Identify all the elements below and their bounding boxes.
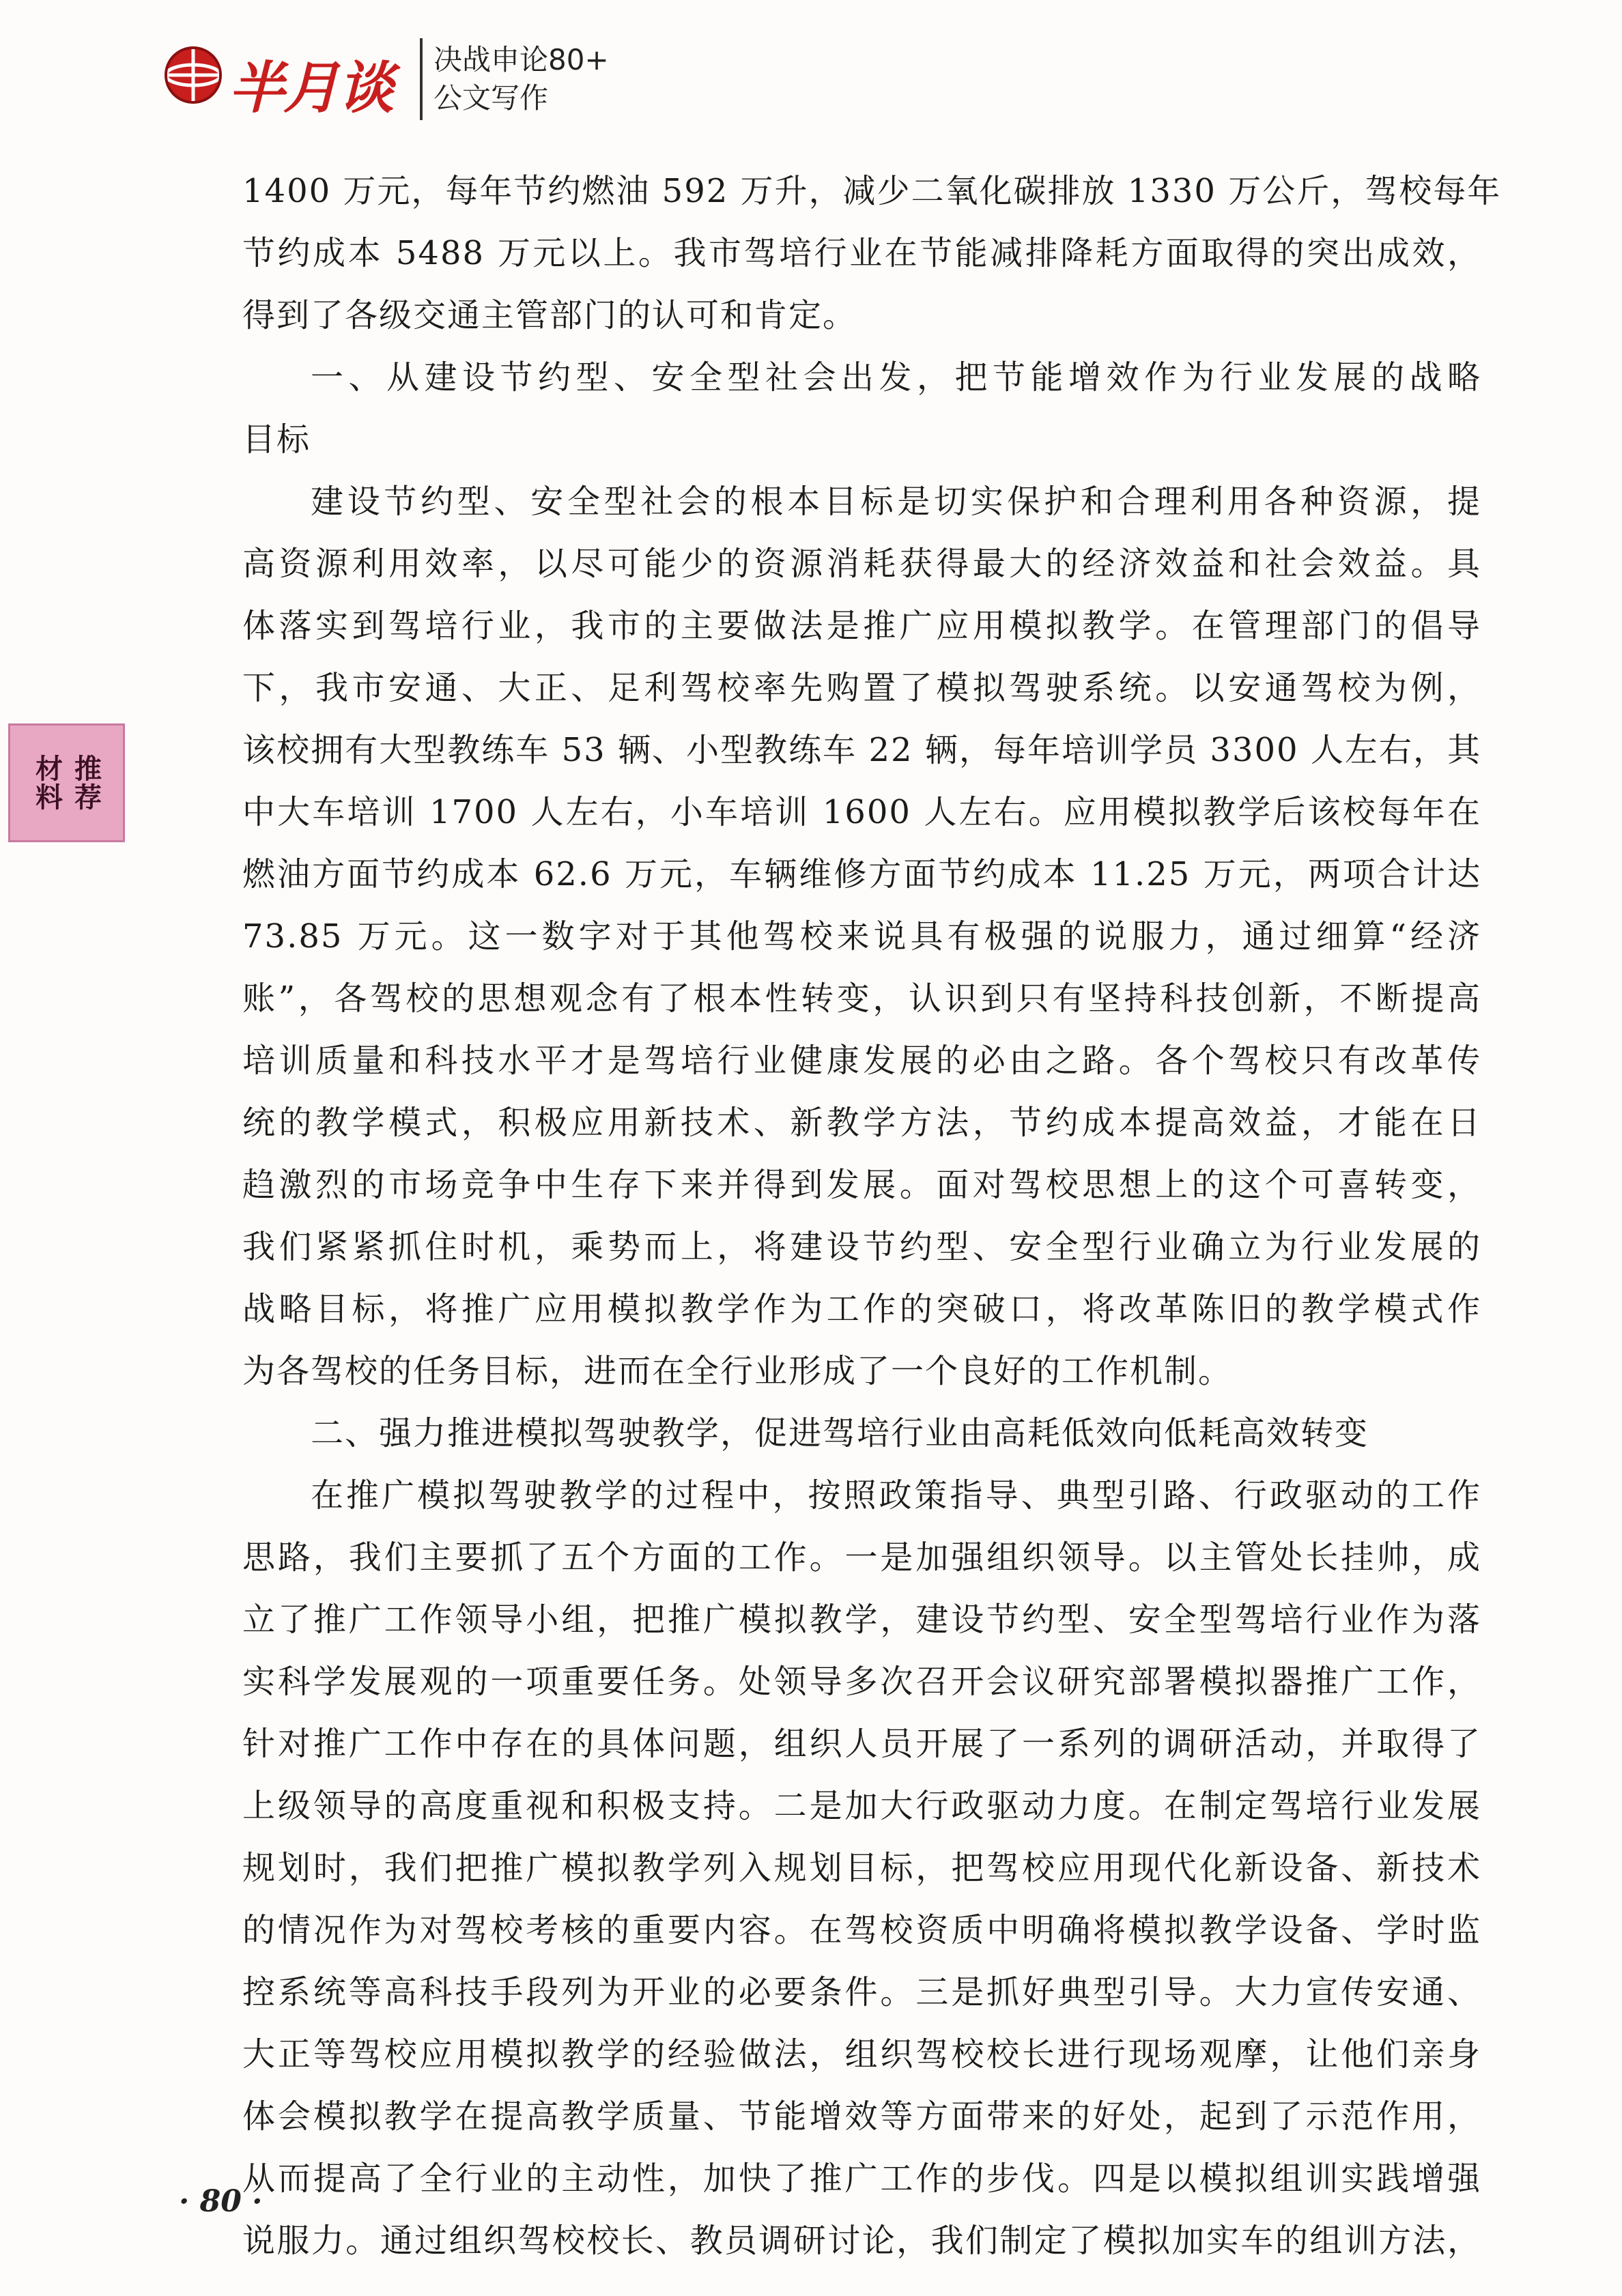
body-line: 培训质量和科技水平才是驾培行业健康发展的必由之路。各个驾校只有改革传 <box>242 1042 1481 1080</box>
body-line: 一、从建设节约型、安全型社会出发，把节能增效作为行业发展的战略 <box>311 358 1481 397</box>
body-line: 立了推广工作领导小组，把推广模拟教学，建设节约型、安全型驾培行业作为落 <box>242 1601 1481 1639</box>
body-line: 节约成本 5488 万元以上。我市驾培行业在节能减排降耗方面取得的突出成效， <box>242 234 1481 272</box>
body-line: 体会模拟教学在提高教学质量、节能增效等方面带来的好处，起到了示范作用， <box>242 2097 1481 2136</box>
body-line: 中大车培训 1700 人左右，小车培训 1600 人左右。应用模拟教学后该校每年在 <box>242 793 1481 831</box>
body-line: 1400 万元，每年节约燃油 592 万升，减少二氧化碳排放 1330 万公斤，驾校每年 <box>242 172 1502 210</box>
body-line: 73.85 万元。这一数字对于其他驾校来说具有极强的说服力，通过细算“经济 <box>242 917 1481 956</box>
body-line: 战略目标，将推广应用模拟教学作为工作的突破口，将改革陈旧的教学模式作 <box>242 1290 1481 1328</box>
body-line: 账”，各驾校的思想观念有了根本性转变，认识到只有坚持科技创新，不断提高 <box>242 979 1481 1018</box>
body-line: 高资源利用效率，以尽可能少的资源消耗获得最大的经济效益和社会效益。具 <box>242 545 1481 583</box>
body-line: 规划时，我们把推广模拟教学列入规划目标，把驾校应用现代化新设备、新技术 <box>242 1849 1481 1887</box>
body-line: 在推广模拟驾驶教学的过程中，按照政策指导、典型引路、行政驱动的工作 <box>311 1476 1481 1515</box>
header-divider <box>420 38 423 120</box>
body-line: 针对推广工作中存在的具体问题，组织人员开展了一系列的调研活动，并取得了 <box>242 1725 1481 1763</box>
body-line: 思路，我们主要抓了五个方面的工作。一是加强组织领导。以主管处长挂帅，成 <box>242 1538 1481 1577</box>
series-title-line1: 决战申论80+ <box>433 43 609 76</box>
body-line: 上级领导的高度重视和积极支持。二是加大行政驱动力度。在制定驾培行业发展 <box>242 1787 1481 1825</box>
brand-name: 半月谈 <box>229 56 393 121</box>
side-tab-label: 推荐材料 <box>31 754 102 812</box>
series-title <box>433 41 609 117</box>
body-line: 实科学发展观的一项重要任务。处领导多次召开会议研究部署模拟器推广工作， <box>242 1663 1481 1701</box>
body-line: 目标 <box>242 420 311 459</box>
body-line: 的情况作为对驾校考核的重要内容。在驾校资质中明确将模拟教学设备、学时监 <box>242 1911 1481 1949</box>
body-text <box>242 160 1502 2272</box>
globe-icon <box>160 42 226 108</box>
body-line: 该校拥有大型教练车 53 辆、小型教练车 22 辆，每年培训学员 3300 人左右，其 <box>242 731 1481 769</box>
section-side-tab <box>8 723 125 842</box>
body-line: 二、强力推进模拟驾驶教学，促进驾培行业由高耗低效向低耗高效转变 <box>311 1414 1369 1452</box>
body-line: 统的教学模式，积极应用新技术、新教学方法，节约成本提高效益，才能在日 <box>242 1104 1481 1142</box>
body-line: 体落实到驾培行业，我市的主要做法是推广应用模拟教学。在管理部门的倡导 <box>242 607 1481 645</box>
series-title-line2: 公文写作 <box>433 81 549 115</box>
body-line: 燃油方面节约成本 62.6 万元，车辆维修方面节约成本 11.25 万元，两项合计达 <box>242 855 1481 893</box>
body-line: 为各驾校的任务目标，进而在全行业形成了一个良好的工作机制。 <box>242 1352 1233 1390</box>
page-number: · 80 · <box>179 2184 263 2219</box>
body-line: 说服力。通过组织驾校校长、教员调研讨论，我们制定了模拟加实车的组训方法， <box>242 2222 1481 2260</box>
body-line: 趋激烈的市场竞争中生存下来并得到发展。面对驾校思想上的这个可喜转变， <box>242 1166 1481 1204</box>
body-line: 控系统等高科技手段列为开业的必要条件。三是抓好典型引导。大力宣传安通、 <box>242 1973 1481 2011</box>
body-line: 从而提高了全行业的主动性，加快了推广工作的步伐。四是以模拟组训实践增强 <box>242 2159 1481 2198</box>
body-line: 大正等驾校应用模拟教学的经验做法，组织驾校校长进行现场观摩，让他们亲身 <box>242 2035 1481 2073</box>
brand-logo <box>160 42 413 121</box>
body-line: 建设节约型、安全型社会的根本目标是切实保护和合理利用各种资源，提 <box>311 483 1481 521</box>
body-line: 下，我市安通、大正、足利驾校率先购置了模拟驾驶系统。以安通驾校为例， <box>242 669 1481 707</box>
body-line: 得到了各级交通主管部门的认可和肯定。 <box>242 296 857 334</box>
body-line: 我们紧紧抓住时机，乘势而上，将建设节约型、安全型行业确立为行业发展的 <box>242 1228 1481 1266</box>
